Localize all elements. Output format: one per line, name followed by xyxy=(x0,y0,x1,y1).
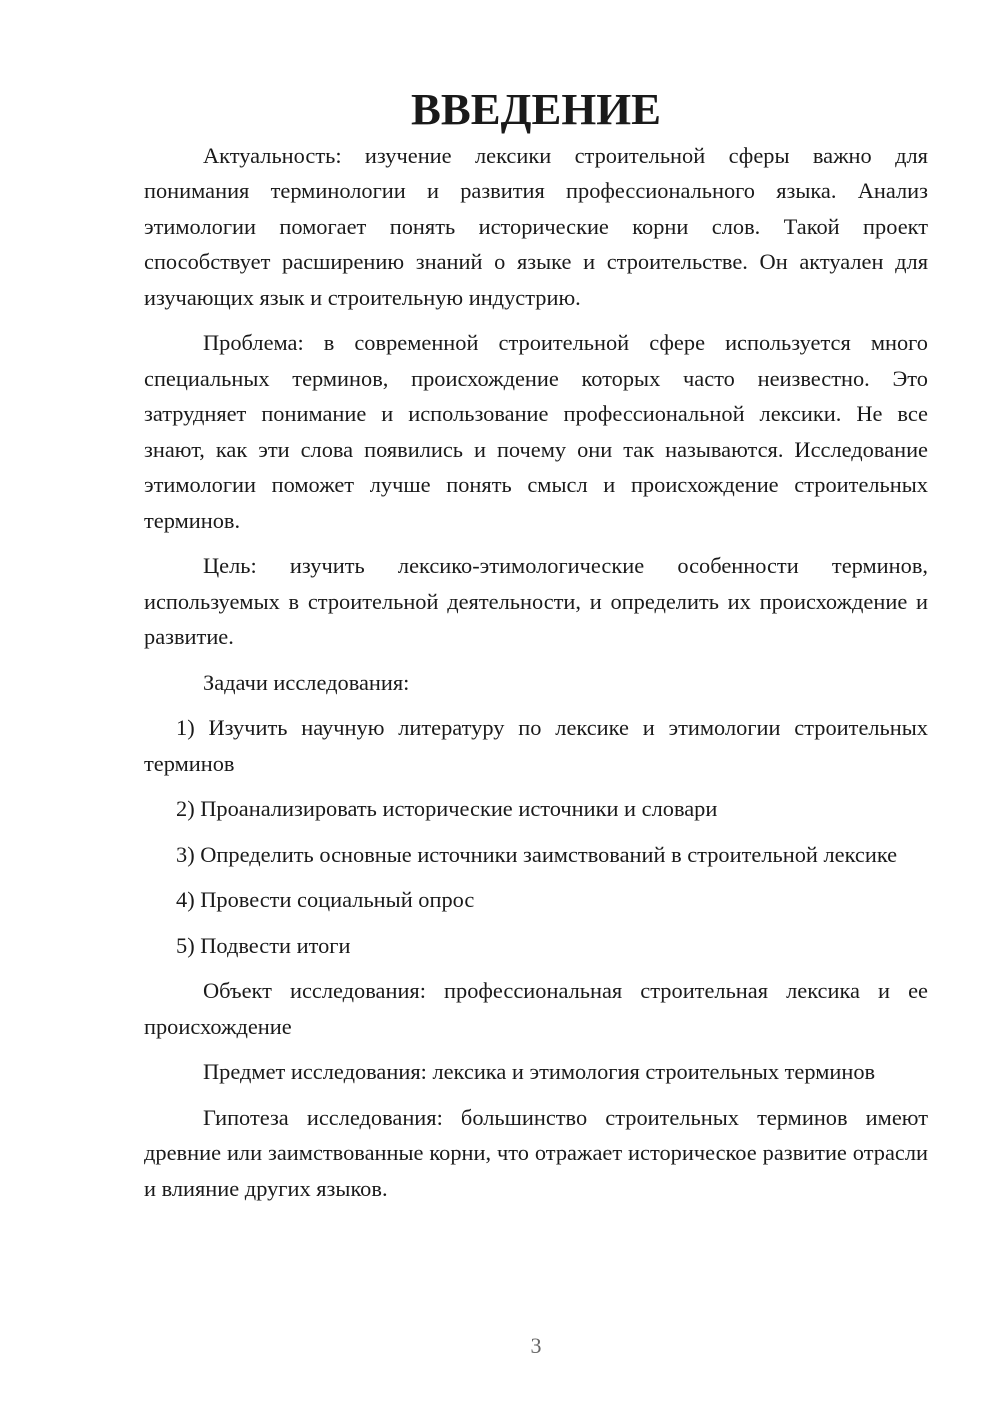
task-item-5: 5) Подвести итоги xyxy=(176,932,351,958)
page-number: 3 xyxy=(530,1333,542,1358)
task-item-3: 3) Определить основные источники заимствований в строительной лексике xyxy=(176,841,898,867)
document-body xyxy=(144,84,928,1216)
object-paragraph: Объект исследования: профессиональная строительная лексика и ее происхождение xyxy=(144,978,928,1039)
task-item-4: 4) Провести социальный опрос xyxy=(176,887,475,912)
subject-paragraph: Предмет исследования: лексика и этимология строительных терминов xyxy=(203,1059,876,1084)
task-item-2: 2) Проанализировать исторические источники и словари xyxy=(176,796,718,821)
problem-paragraph: Проблема: в современной строительной сфере используется много специальных терминов, происхождение которых часто неизвестно. Это затрудняет понимание и использование профессиональной лексики. Не все знают, как эти слова появились и почему они так называются. Исследование этимологии поможет лучше понять смысл и происхождение строительных терминов. xyxy=(144,330,928,533)
page-title: ВВЕДЕНИЕ xyxy=(411,84,661,134)
goal-paragraph: Цель: изучить лексико-этимологические особенности терминов, используемых в строительной деятельности, и определить их происхождение и развитие. xyxy=(144,553,928,649)
hypothesis-paragraph: Гипотеза исследования: большинство строительных терминов имеют древние или заимствованные корни, что отражает историческое развитие отрасли и влияние других языков. xyxy=(144,1104,928,1201)
task-item-1: 1) Изучить научную литературу по лексике и этимологии строительных терминов xyxy=(144,715,928,776)
relevance-paragraph: Актуальность: изучение лексики строительной сферы важно для понимания терминологии и развития профессионального языка. Анализ этимологии помогает понять исторические корни слов. Такой проект способствует расширению знаний о языке и строительстве. Он актуален для изучающих язык и строительную индустрию. xyxy=(144,142,928,310)
tasks-heading: Задачи исследования: xyxy=(203,669,410,695)
